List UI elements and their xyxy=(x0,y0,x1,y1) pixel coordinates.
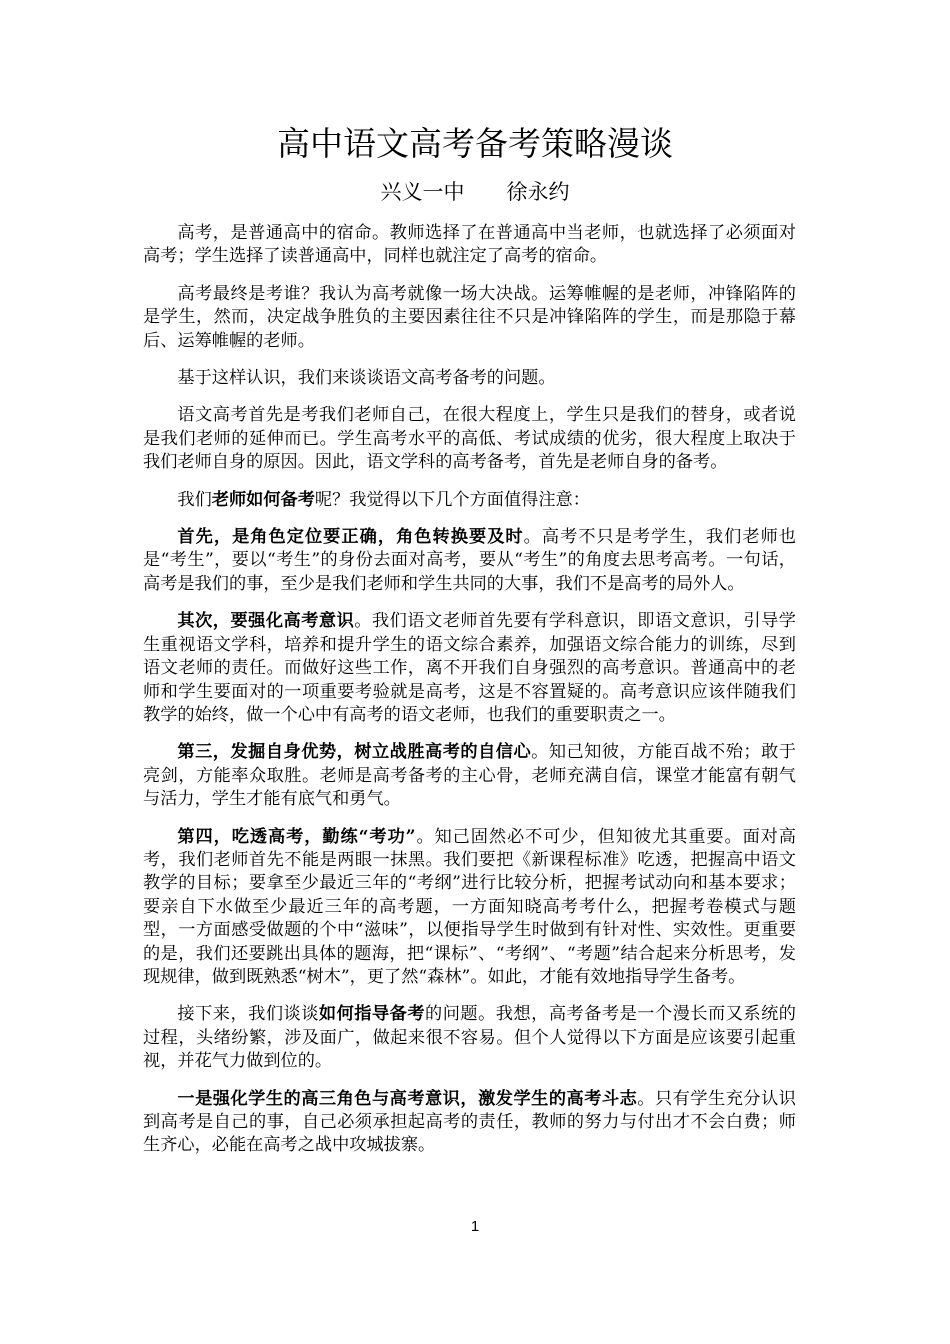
paragraph: 高考最终是考谁？我认为高考就像一场大决战。运筹帷幄的是老师，冲锋陷阵的是学生，然而，决定战争胜负的主要因素往往不只是冲锋陷阵的学生，而是那隐于幕后、运筹帷幄的老师。 xyxy=(143,283,796,351)
bold-phrase: 如何指导备考 xyxy=(318,1004,426,1025)
paragraph: 首先，是角色定位要正确，角色转换要及时。高考不只是考学生，我们老师也是“考生”，要以“考生”的身份去面对高考，要从“考生”的角度去思考高考。一句话，高考是我们的事，至少是我们老师和学生共同的大事，我们不是高考的局外人。 xyxy=(143,527,796,594)
paragraph: 接下来，我们谈谈如何指导备考的问题。我想，高考备考是一个漫长而又系统的过程，头绪纷繁，涉及面广，做起来很不容易。但个人觉得以下方面是应该要引起重视，并花气力做到位的。 xyxy=(143,1004,796,1072)
page-number: 1 xyxy=(470,1218,480,1235)
author-line xyxy=(0,176,950,208)
bold-phrase: 第三，发掘自身优势，树立战胜高考的自信心 xyxy=(177,742,532,763)
author-school: 兴义一中 xyxy=(380,180,465,204)
paragraph: 其次，要强化高考意识。我们语文老师首先要有学科意识，即语文意识，引导学生重视语文学科，培养和提升学生的语文综合素养，加强语文综合能力的训练，尽到语文老师的责任。而做好这些工作，离不开我们自身强烈的高考意识。普通高中的老师和学生要面对的一项重要考验就是高考，这是不容置疑的。高考意识应该伴随我们教学的始终，做一个心中有高考的语文老师，也我们的重要职责之一。 xyxy=(143,611,796,725)
paragraph: 我们老师如何备考呢？我觉得以下几个方面值得注意： xyxy=(177,489,590,510)
paragraph: 第三，发掘自身优势，树立战胜高考的自信心。知己知彼，方能百战不殆；敢于亮剑，方能率众取胜。老师是高考备考的主心骨，老师充满自信，课堂才能富有朝气与活力，学生才能有底气和勇气。 xyxy=(143,742,796,810)
bold-phrase: 一是强化学生的高三角色与高考意识，激发学生的高考斗志 xyxy=(177,1088,638,1109)
document-title: 高中语文高考备考策略漫谈 xyxy=(277,124,673,163)
bold-phrase: 首先，是角色定位要正确，角色转换要及时 xyxy=(177,527,524,548)
bold-phrase: 第四，吃透高考，勤练“考功” xyxy=(177,826,416,847)
author-name: 徐永约 xyxy=(506,180,570,204)
document-body xyxy=(143,222,796,1172)
paragraph: 语文高考首先是考我们老师自己，在很大程度上，学生只是我们的替身，或者说是我们老师的延伸而已。学生高考水平的高低、考试成绩的优劣，很大程度上取决于我们老师自身的原因。因此，语文学科的高考备考，首先是老师自身的备考。 xyxy=(143,405,796,473)
bold-phrase: 其次，要强化高考意识 xyxy=(177,611,355,632)
paragraph: 高考，是普通高中的宿命。教师选择了在普通高中当老师，也就选择了必须面对高考；学生选择了读普通高中，同样也就注定了高考的宿命。 xyxy=(143,223,796,267)
paragraph: 第四，吃透高考，勤练“考功”。知己固然必不可少，但知彼尤其重要。面对高考，我们老师首先不能是两眼一抹黑。我们要把《新课程标准》吃透，把握高中语文教学的目标；要拿至少最近三年的“考纲”进行比较分析，把握考试动向和基本要求；要亲自下水做至少最近三年的高考题，一方面知晓高考考什么，把握考卷模式与题型，一方面感受做题的个中“滋味”，以便指导学生时做到有针对性、实效性。更重要的是，我们还要跳出具体的题海，把“课标”、“考纲”、“考题”结合起来分析思考，发现规律，做到既熟悉“树木”，更了然“森林”。如此，才能有效地指导学生备考。 xyxy=(143,826,796,987)
paragraph: 一是强化学生的高三角色与高考意识，激发学生的高考斗志。只有学生充分认识到高考是自己的事，自己必须承担起高考的责任，教师的努力与付出才不会白费；师生齐心，必能在高考之战中攻城拔寨。 xyxy=(143,1088,796,1156)
paragraph: 基于这样认识，我们来谈谈语文高考备考的问题。 xyxy=(177,368,556,389)
bold-phrase: 老师如何备考 xyxy=(211,489,315,510)
